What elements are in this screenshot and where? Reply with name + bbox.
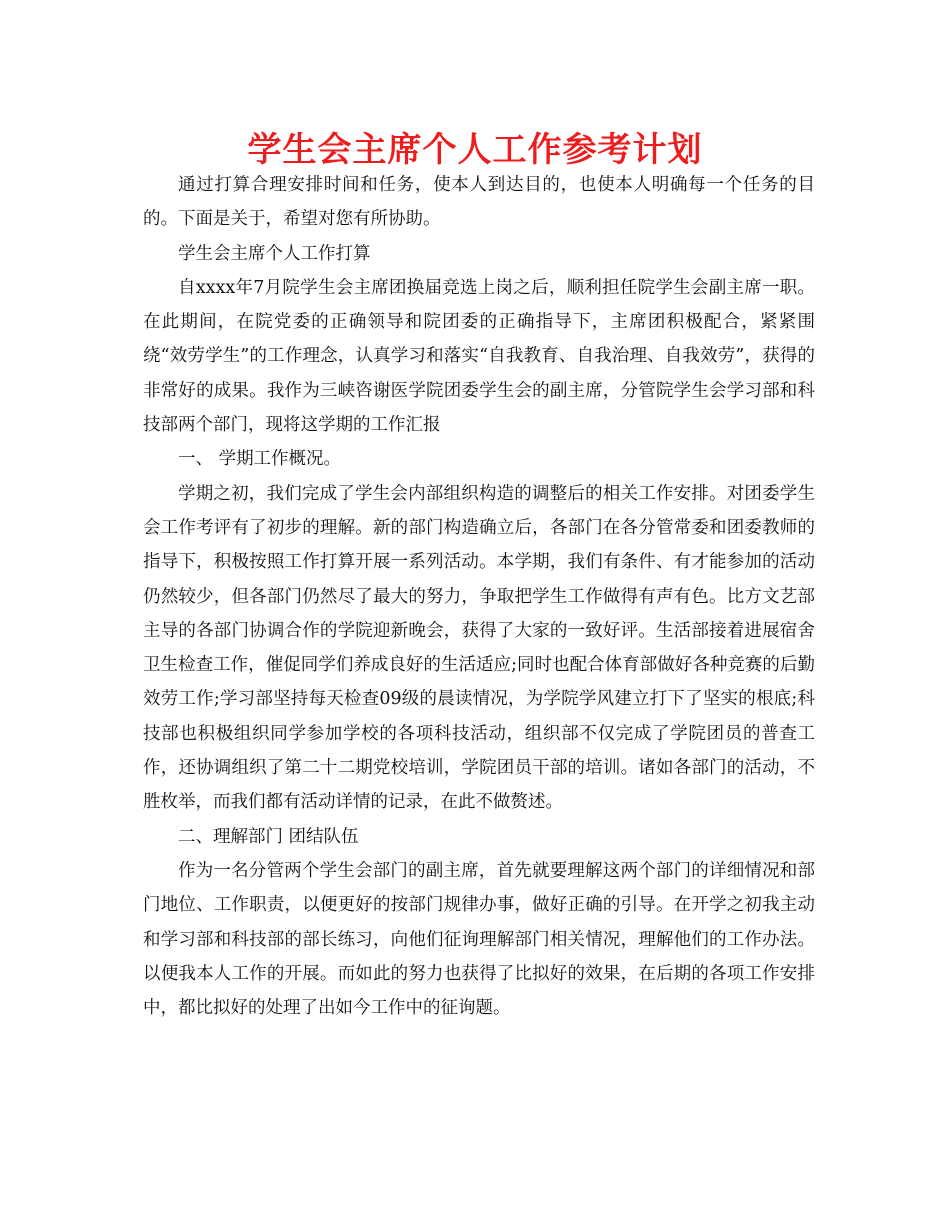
body-paragraph: 作为一名分管两个学生会部门的副主席，首先就要理解这两个部门的详细情况和部门地位、工作职责，以便更好的按部门规律办事，做好正确的引导。在开学之初我主动和学习部和科技部的部长练习，向他们征询理解部门相关情况，理解他们的工作办法。以便我本人工作的开展。而如此的努力也获得了比拟好的效果，在后期的各项工作安排中，都比拟好的处理了出如今工作中的征询题。 (143, 860, 815, 1019)
section-heading: 一、 学期工作概况。 (178, 449, 342, 470)
body-paragraph: 学期之初，我们完成了学生会内部组织构造的调整后的相关工作安排。对团委学生会工作考评有了初步的理解。新的部门构造确立后，各部门在各分管常委和团委教师的指导下，积极按照工作打算开展一系列活动。本学期，我们有条件、有才能参加的活动仍然较少，但各部门仍然尽了最大的努力，争取把学生工作做得有声有色。比方文艺部主导的各部门协调合作的学院迎新晚会，获得了大家的一致好评。生活部接着进展宿舍卫生检查工作，催促同学们养成良好的生活适应;同时也配合体育部做好各种竞赛的后勤效劳工作;学习部坚持每天检查09级的晨读情况，为学院学风建立打下了坚实的根底;科技部也积极组织同学参加学校的各项科技活动，组织部不仅完成了学院团员的普查工作，还协调组织了第二十二期党校培训，学院团员干部的培训。诸如各部门的活动，不胜枚举，而我们都有活动详情的记录，在此不做赘述。 (143, 483, 815, 813)
section-heading: 学生会主席个人工作打算 (178, 243, 371, 264)
section-heading: 二、理解部门 团结队伍 (178, 826, 359, 847)
intro-paragraph: 通过打算合理安排时间和任务，使本人到达目的，也使本人明确每一个任务的目的。下面是关于，希望对您有所协助。 (143, 175, 815, 230)
document-body (143, 168, 815, 1025)
body-paragraph: 自xxxx年7月院学生会主席团换届竞选上岗之后，顺利担任院学生会副主席一职。在此期间，在院党委的正确领导和院团委的正确指导下，主席团积极配合，紧紧围绕“效劳学生”的工作理念，认真学习和落实“自我教育、自我治理、自我效劳”，获得的非常好的成果。我作为三峡咨谢医学院团委学生会的副主席，分管院学生会学习部和科技部两个部门，现将这学期的工作汇报 (143, 277, 815, 436)
document-title: 学生会主席个人工作参考计划 (247, 130, 703, 170)
